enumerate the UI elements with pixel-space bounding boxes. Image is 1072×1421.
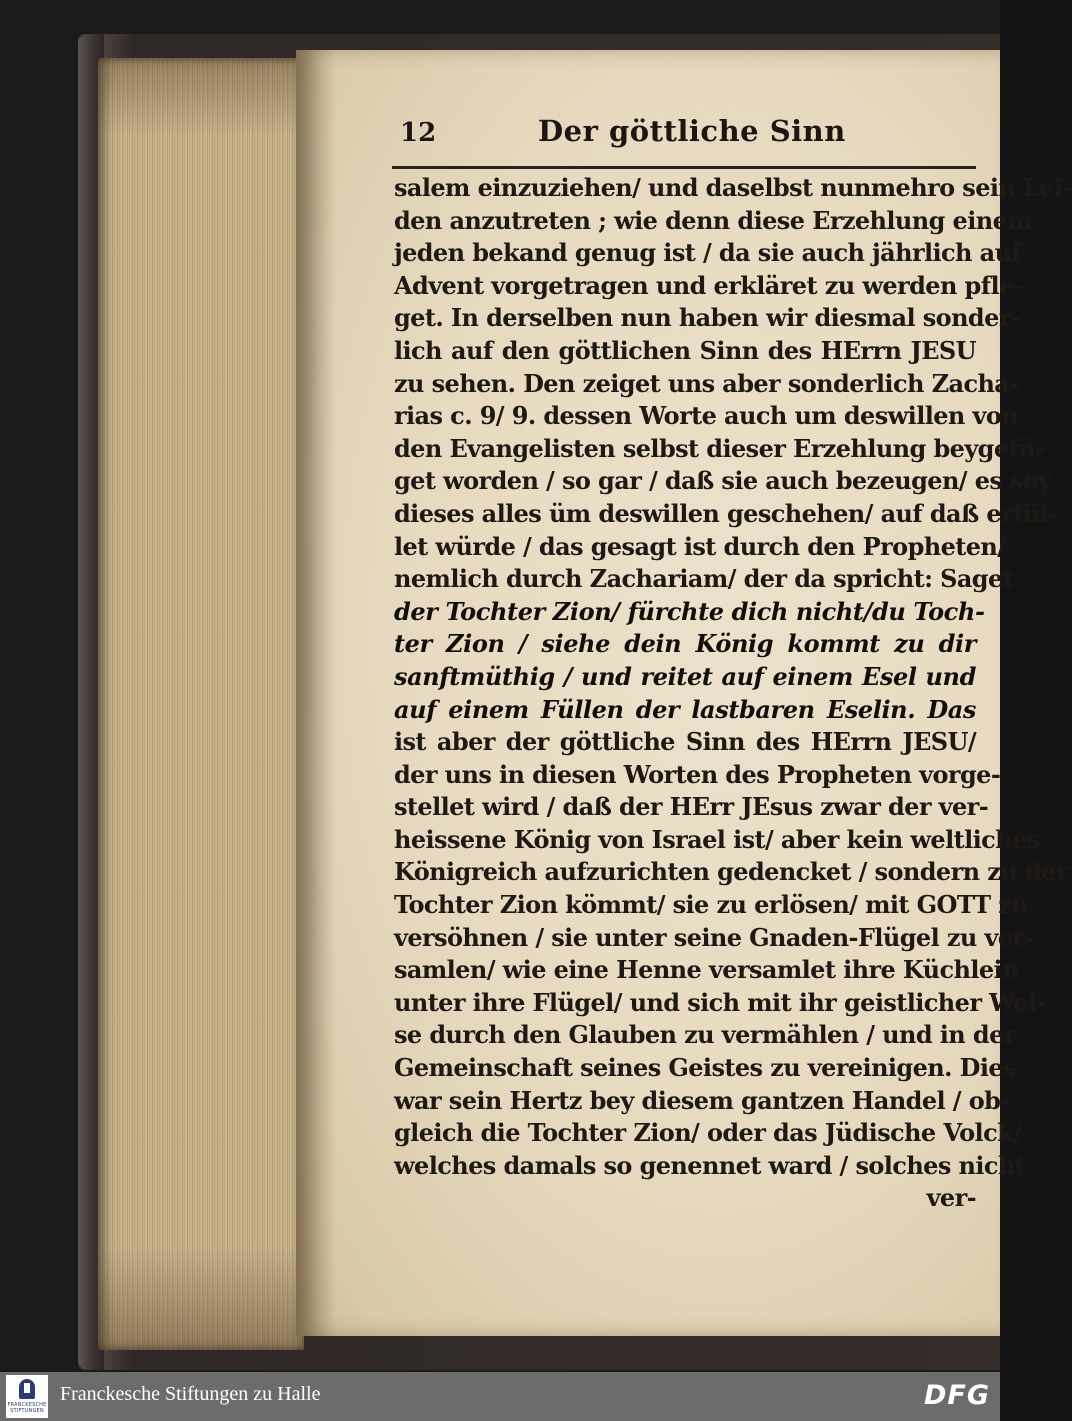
text-line: nemlich durch Zachariam/ der da spricht: Saget — [394, 564, 1014, 594]
text-line: lich auf den göttlichen Sinn des HErrn JESU — [394, 335, 976, 365]
gutter-shadow — [296, 50, 336, 1336]
page-number: 12 — [400, 118, 437, 148]
text-line: rias c. 9/ 9. dessen Worte auch um deswillen von — [394, 401, 1019, 431]
text-line: war sein Hertz bey diesem gantzen Handel / ob- — [394, 1085, 1010, 1115]
text-line: unter ihre Flügel/ und sich mit ihr geistlicher Wei- — [394, 987, 1047, 1017]
text-line: samlen/ wie eine Henne versamlet ihre Küchlein — [394, 955, 1019, 985]
header-rule — [392, 166, 976, 169]
text-line: se durch den Glauben zu vermählen / und in der — [394, 1020, 1016, 1050]
text-line: jeden bekand genug ist / da sie auch jährlich auf — [394, 238, 1022, 268]
text-line-emphasis: ter Zion / siehe dein König kommt zu dir — [394, 629, 976, 659]
footer-bar — [0, 1372, 1000, 1421]
text-line-emphasis: der Tochter Zion/ fürchte dich nicht/du Toch- — [394, 596, 985, 626]
text-line: versöhnen / sie unter seine Gnaden-Flügel zu ver- — [394, 922, 1034, 952]
text-line: salem einzuziehen/ und daselbst nunmehro sein Lei- — [394, 173, 1072, 202]
text-line: Gemeinschaft seines Geistes zu vereinigen. Dies — [394, 1053, 1016, 1083]
text-line: gleich die Tochter Zion/ oder das Jüdische Volck/ — [394, 1118, 1022, 1148]
text-line: der uns in diesen Worten des Propheten vorge- — [394, 759, 1001, 789]
text-line: Königreich aufzurichten gedencket / sondern zu der — [394, 857, 1068, 887]
text-line: get. In derselben nun haben wir diesmal sonder- — [394, 303, 1021, 333]
body-text — [394, 172, 1072, 1215]
text-line: Tochter Zion kömmt/ sie zu erlösen/ mit GOTT zu — [394, 890, 1029, 920]
logo-text: FRANCKESCHE STIFTUNGEN — [7, 1402, 47, 1414]
text-line: welches damals so genennet ward / solches nicht — [394, 1150, 1026, 1180]
text-line: den Evangelisten selbst dieser Erzehlung beygefü- — [394, 433, 1045, 463]
text-line-emphasis: sanftmüthig / und reitet auf einem Esel und — [394, 661, 976, 691]
text-line-emphasis: auf einem Füllen der lastbaren Eselin. Das — [394, 694, 976, 724]
emblem-icon — [19, 1379, 35, 1399]
page-edges — [98, 58, 304, 1350]
franckesche-stiftungen-logo[interactable] — [6, 1375, 48, 1418]
text-line: stellet wird / daß der HErr JEsus zwar der ver- — [394, 792, 989, 822]
text-line: Advent vorgetragen und erkläret zu werden pfle- — [394, 270, 1024, 300]
dfg-logo[interactable]: DFG — [923, 1380, 990, 1411]
text-line: let würde / das gesagt ist durch den Propheten/ — [394, 531, 1006, 561]
text-line: zu sehen. Den zeiget uns aber sonderlich Zacha- — [394, 368, 1019, 398]
text-line: dieses alles üm deswillen geschehen/ auf daß erfül- — [394, 498, 1058, 528]
running-head: Der göttliche Sinn — [538, 114, 846, 148]
text-line: get worden / so gar / daß sie auch bezeugen/ es sey — [394, 466, 1051, 496]
catchword: ver- — [926, 1183, 976, 1213]
text-line: den anzutreten ; wie denn diese Erzehlung einem — [394, 205, 1033, 235]
text-line: heissene König von Israel ist/ aber kein weltliches — [394, 824, 1040, 854]
institution-name[interactable]: Franckesche Stiftungen zu Halle — [60, 1383, 321, 1405]
page-header — [400, 112, 978, 158]
text-line: ist aber der göttliche Sinn des HErrn JESU/ — [394, 727, 976, 757]
